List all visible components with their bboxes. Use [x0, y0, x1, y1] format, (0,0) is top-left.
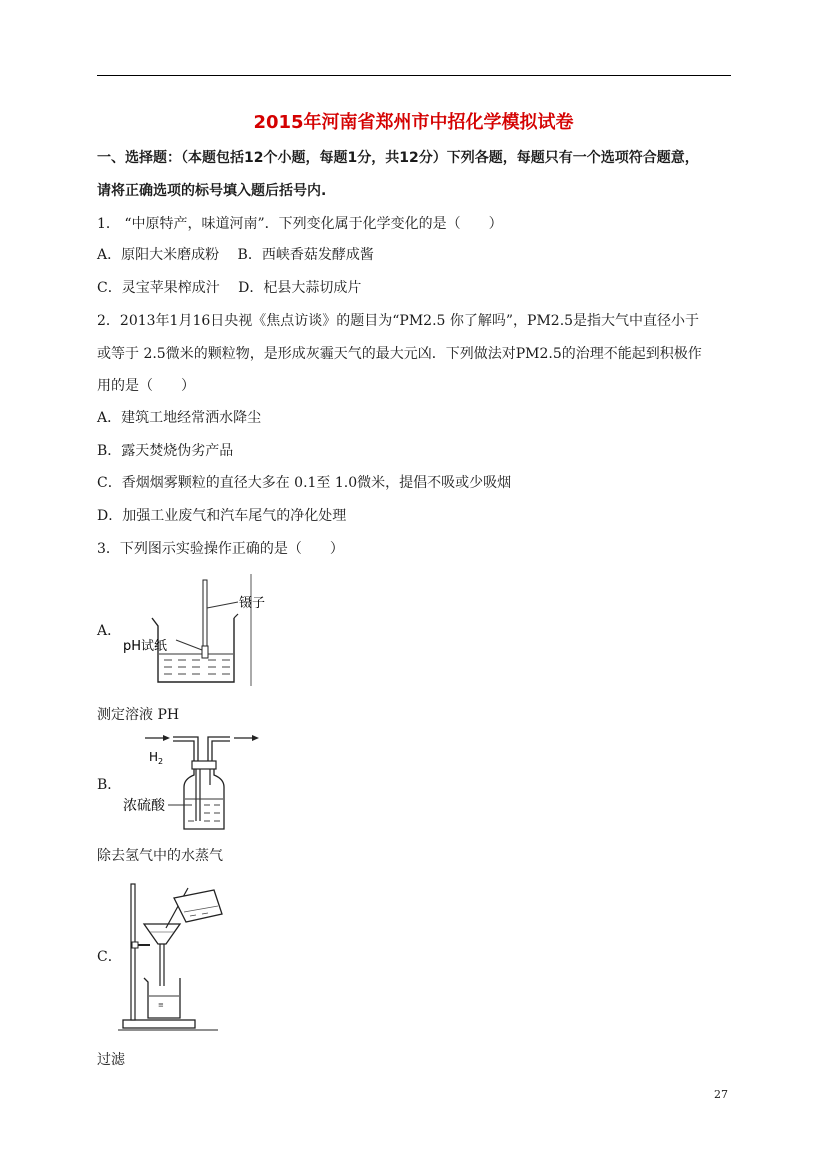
q2-stem-line1: 2．2013年1月16日央视《焦点访谈》的题目为“PM2.5 你了解吗”，PM2.5是指大气中直径小于 [97, 313, 700, 329]
q1-options-cd: C．灵宝苹果榨成汁 D．杞县大蒜切成片 [97, 280, 362, 296]
q3-option-b-letter: B． [97, 777, 122, 793]
q2-stem-line3: 用的是（ ） [97, 378, 195, 394]
q3-option-c-caption: 过滤 [97, 1052, 125, 1068]
ph-test-figure [118, 574, 266, 686]
q2-option-d: D．加强工业废气和汽车尾气的净化处理 [97, 508, 347, 524]
q3-option-b-caption: 除去氢气中的水蒸气 [97, 848, 223, 864]
q3-option-a-caption: 测定溶液 PH [97, 707, 180, 723]
page-number: 27 [714, 1088, 728, 1101]
page-title: 2015年河南省郑州市中招化学模拟试卷 [253, 112, 574, 133]
q2-option-a: A．建筑工地经常洒水降尘 [97, 410, 262, 426]
svg-text:≡: ≡ [158, 1001, 164, 1009]
q2-option-c: C．香烟烟雾颗粒的直径大多在 0.1至 1.0微米，提倡不吸或少吸烟 [97, 475, 512, 491]
section-heading-line2: 请将正确选项的标号填入题后括号内. [97, 183, 327, 199]
ph-paper-label: pH试纸 [123, 639, 168, 654]
header-rule [97, 75, 731, 76]
q2-stem-line2: 或等于 2.5微米的颗粒物，是形成灰霾天气的最大元凶．下列做法对PM2.5的治理不能起到积极作 [97, 346, 702, 362]
conc-sulfuric-acid-label: 浓硫酸 [123, 798, 165, 814]
q3-option-a-letter: A． [97, 623, 122, 639]
q3-stem: 3．下列图示实验操作正确的是（ ） [97, 541, 344, 557]
q1-stem: 1． “中原特产，味道河南”．下列变化属于化学变化的是（ ） [97, 216, 503, 232]
gas-washing-bottle-figure [118, 733, 268, 833]
q1-options-ab: A．原阳大米磨成粉 B．西峡香菇发酵成酱 [97, 247, 374, 263]
h2-label: $H_2$ [149, 750, 164, 766]
section-heading-line1: 一、选择题：（本题包括12个小题，每题1分，共12分）下列各题，每题只有一个选项符合题意， [97, 150, 699, 166]
filtration-figure [118, 878, 228, 1034]
q2-option-b: B．露天焚烧伪劣产品 [97, 443, 234, 459]
q3-option-c-letter: C． [97, 949, 122, 965]
tweezers-label: 镊子 [239, 596, 266, 611]
